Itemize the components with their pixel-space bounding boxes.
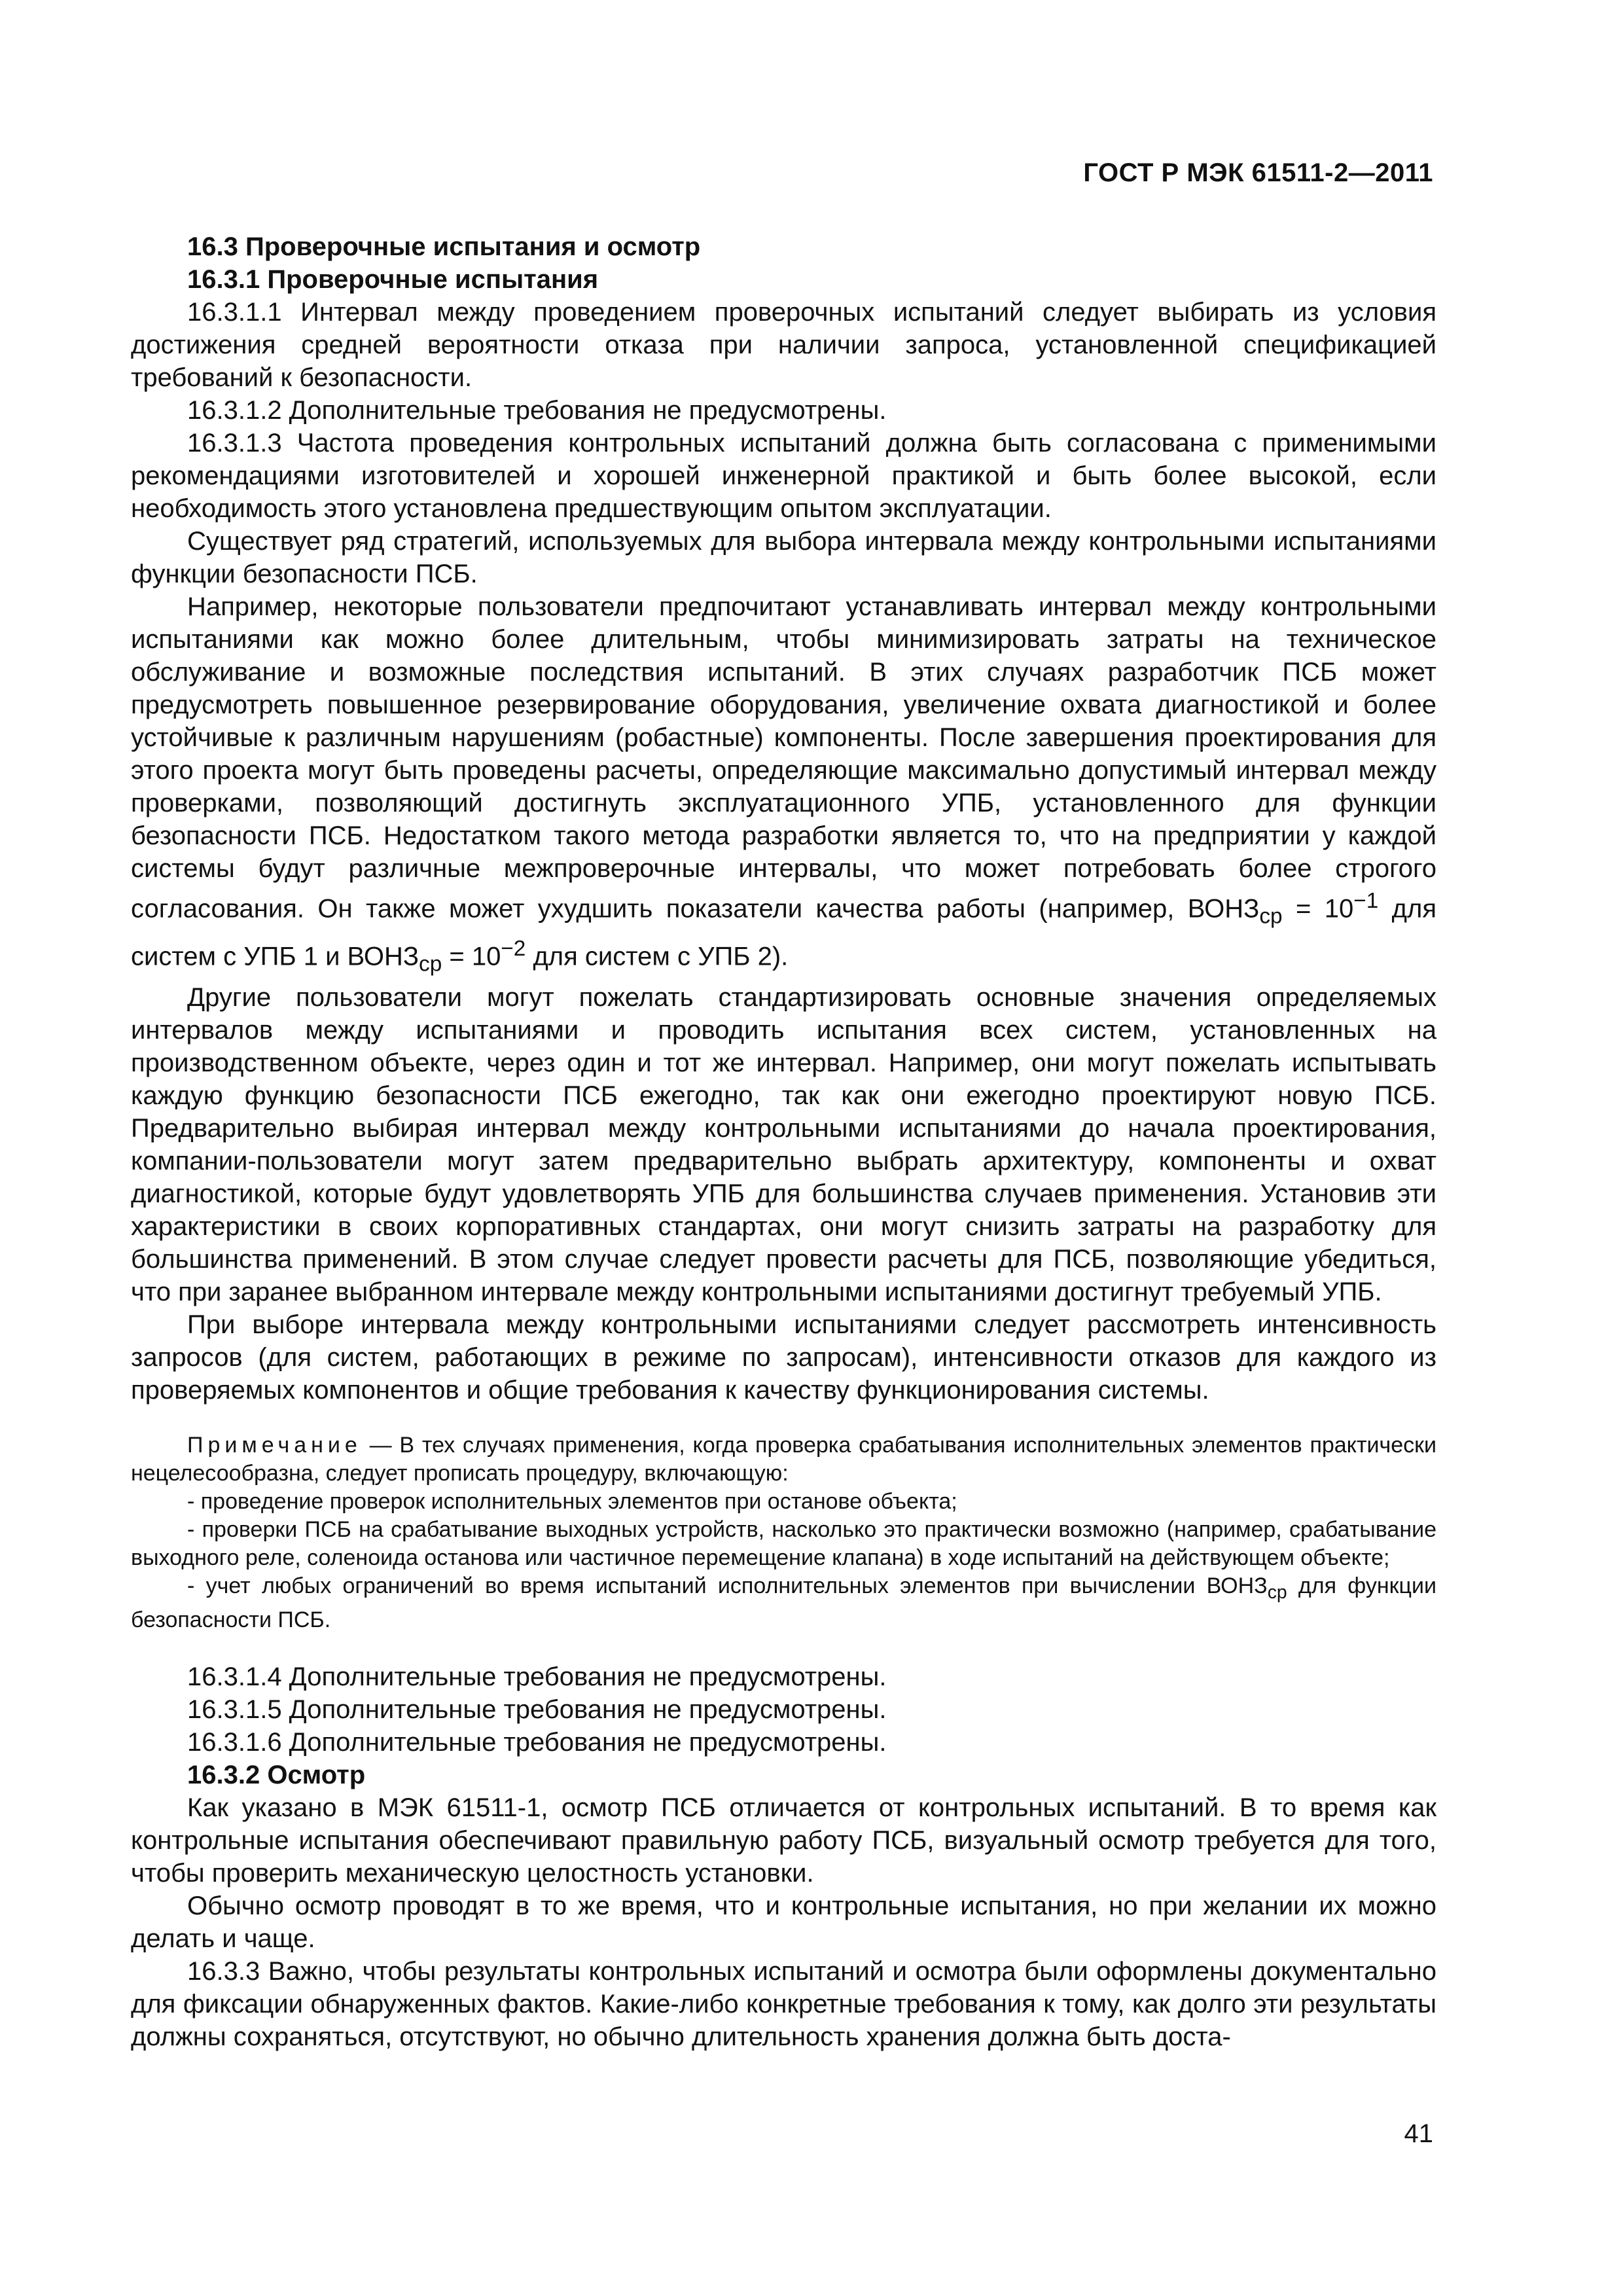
paragraph: 16.3.1.1 Интервал между проведением проверочных испытаний следует выбирать из условия достижения средней вероятности отказа при наличии запроса, установленной спецификацией требований к безопасности.	[131, 298, 1436, 392]
note-intro: Примечание — В тех случаях применения, когда проверка срабатывания исполнительных элементов практически нецелесообразна, следует прописать процедуру, включающую:	[131, 1432, 1436, 1486]
note-bullet: - проведение проверок исполнительных элементов при останове объекта;	[187, 1488, 957, 1514]
note-block	[131, 1431, 1436, 1635]
paragraph: Обычно осмотр проводят в то же время, что и контрольные испытания, но при желании их можно делать и чаще.	[131, 1892, 1436, 1954]
section-heading-16-3: 16.3 Проверочные испытания и осмотр	[187, 232, 701, 261]
paragraph: 16.3.1.6 Дополнительные требования не предусмотрены.	[187, 1728, 887, 1757]
paragraph: 16.3.1.5 Дополнительные требования не предусмотрены.	[187, 1695, 887, 1725]
section-heading-16-3-2: 16.3.2 Осмотр	[187, 1761, 366, 1790]
paragraph: 16.3.1.2 Дополнительные требования не предусмотрены.	[187, 396, 887, 425]
page-number: 41	[1404, 2119, 1433, 2148]
note-bullet: - проверки ПСБ на срабатывание выходных устройств, насколько это практически возможно (например, срабатывание выходного реле, соленоида останова или частичное перемещение клапана) в ходе испытаний на действующем объекте;	[131, 1516, 1436, 1570]
paragraph: Например, некоторые пользователи предпочитают устанавливать интервал между контрольными испытаниями как можно более длительным, чтобы минимизировать затраты на техническое обслуживание и возможные последствия испытаний. В этих случаях разработчик ПСБ может предусмотреть повышенное резервирование оборудования, увеличение охвата диагностикой и более устойчивые к различным нарушениям (робастные) компоненты. После завершения проектирования для этого проекта могут быть проведены расчеты, определяющие максимально допустимый интервал между проверками, позволяющий достигнуть эксплуатационного УПБ, установленного для функции безопасности ПСБ. Недостатком такого метода разработки является то, что на предприятии у каждой системы будут различные межпроверочные интервалы, что может потребовать более строгого согласования. Он также может ухудшить показатели качества работы (например, $ВОНЗ_{ср} = 10^{-1}$ для систем с УПБ 1 и $ВОНЗ_{ср} = 10^{-2}$ для систем с УПБ 2).	[131, 592, 1436, 977]
page-content	[131, 230, 1436, 2053]
section-heading-16-3-1: 16.3.1 Проверочные испытания	[187, 265, 599, 294]
document-header: ГОСТ Р МЭК 61511-2—2011	[1083, 158, 1433, 187]
paragraph: При выборе интервала между контрольными испытаниями следует рассмотреть интенсивность запросов (для систем, работающих в режиме по запросам), интенсивности отказов для каждого из проверяемых компонентов и общие требования к качеству функционирования системы.	[131, 1310, 1436, 1405]
note-label: Примечание	[187, 1432, 362, 1458]
paragraph: 16.3.1.3 Частота проведения контрольных испытаний должна быть согласована с применимыми рекомендациями изготовителей и хорошей инженерной практикой и быть более высокой, если необходимость этого установлена предшествующим опытом эксплуатации.	[131, 429, 1436, 523]
note-bullet: - учет любых ограничений во время испытаний исполнительных элементов при вычислении $ВОНЗ_{ср}$ для функции безопасности ПСБ.	[131, 1573, 1437, 1633]
paragraph: Существует ряд стратегий, используемых для выбора интервала между контрольными испытаниями функции безопасности ПСБ.	[131, 527, 1436, 588]
paragraph: Другие пользователи могут пожелать стандартизировать основные значения определяемых интервалов между испытаниями и проводить испытания всех систем, установленных на производственном объекте, через один и тот же интервал. Например, они могут пожелать испытывать каждую функцию безопасности ПСБ ежегодно, так как они ежегодно проектируют новую ПСБ. Предварительно выбирая интервал между контрольными испытаниями до начала проектирования, компании-пользователи могут затем предварительно выбрать архитектуру, компоненты и охват диагностикой, которые будут удовлетворять УПБ для большинства случаев применения. Установив эти характеристики в своих корпоративных стандартах, они могут снизить затраты на разработку для большинства применений. В этом случае следует провести расчеты для ПСБ, позволяющие убедиться, что при заранее выбранном интервале между контрольными испытаниями достигнут требуемый УПБ.	[131, 982, 1436, 1306]
paragraph: Как указано в МЭК 61511-1, осмотр ПСБ отличается от контрольных испытаний. В то время как контрольные испытания обеспечивают правильную работу ПСБ, визуальный осмотр требуется для того, чтобы проверить механическую целостность установки.	[131, 1793, 1436, 1888]
paragraph: 16.3.1.4 Дополнительные требования не предусмотрены.	[187, 1662, 887, 1692]
paragraph: 16.3.3 Важно, чтобы результаты контрольных испытаний и осмотра были оформлены документально для фиксации обнаруженных фактов. Какие-либо конкретные требования к тому, как долго эти результаты должны сохраняться, отсутствуют, но обычно длительность хранения должна быть доста-	[131, 1957, 1436, 2052]
